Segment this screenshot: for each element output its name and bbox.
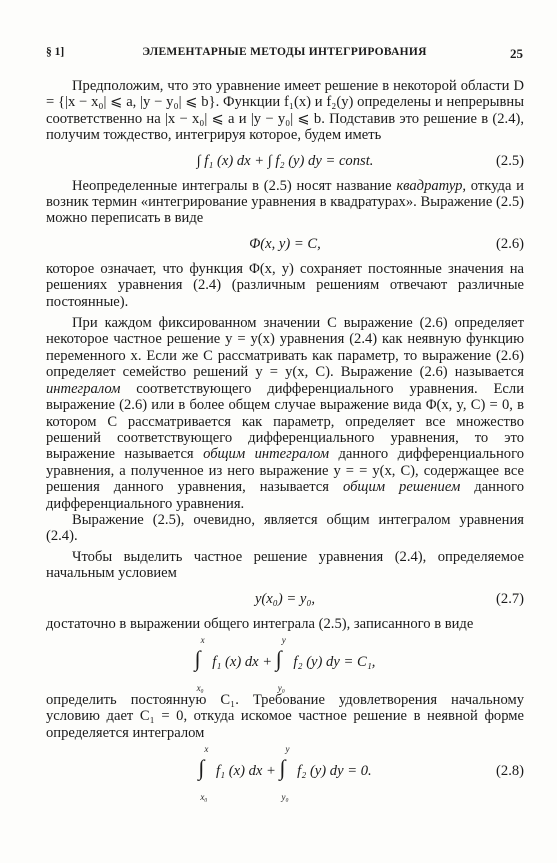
page-body	[46, 78, 524, 801]
equation-2-5-formula: ∫ f₁ (x) dx + ∫ f₂ (y) dy = const.	[196, 152, 374, 169]
equation-2-7-formula: y(x₀) = y₀,	[254, 590, 316, 607]
paragraph-4-text-a: При каждом фиксированном значении C выражение (2.6) определяет некоторое частное решение y = y(x) уравнения (2.4) как неявную функцию переменного x. Если же C рассматривать как параметр, то выражение (2.6) определяет семейство решений y = y(x, C). Выражение (2.6) называется	[46, 315, 524, 381]
equation-2-5	[46, 144, 524, 178]
integral-sign-x-2: ∫ x x₀	[198, 743, 209, 802]
page-number: 25	[510, 46, 523, 61]
equation-2-7-number: (2.7)	[496, 590, 524, 607]
equation-c1-formula: ∫ x x₀ f₁ (x) dx + ∫ y y₀ f₂ (y) dy = C₁,	[194, 634, 376, 693]
term-integral: интегралом	[46, 380, 121, 397]
paragraph-7: достаточно в выражении общего интеграла (2.5), записанного в виде	[46, 615, 474, 632]
paragraph-2	[46, 178, 524, 227]
equation-2-6-number: (2.6)	[496, 235, 524, 252]
equation-2-8	[46, 741, 524, 801]
paragraph-3: которое означает, что функция Φ(x, y) сохраняет постоянные значения на решениях уравнения (2.4) (различным решениям отвечают различные постоянные).	[46, 260, 524, 310]
paragraph-8: определить постоянную C₁. Требование удовлетворения начальному условию дает C₁ = 0, откуда искомое частное решение в неявной форме определяется интегралом	[46, 691, 524, 741]
paragraph-1: Предположим, что это уравнение имеет решение в некоторой области D = {|x − x₀| ⩽ a, |y − y₀| ⩽ b}. Функции f₁(x) и f₂(y) определены и непрерывны соответственно на |x − x₀| ⩽ a и |y − y₀| ⩽ b. Подставив это решение в (2.4), получим тождество, интегрируя которое, будем иметь	[46, 78, 524, 144]
equation-2-8-formula: ∫ x x₀ f₁ (x) dx + ∫ y y₀ f₂ (y) dy = 0.	[198, 743, 372, 802]
equation-2-8-number: (2.8)	[496, 763, 524, 780]
term-general-integral: общим интегралом	[203, 446, 330, 463]
integral-sign-x: ∫ x x₀	[194, 634, 205, 693]
paragraph-2-text-a: Неопределенные интегралы в (2.5) носят название	[72, 177, 397, 194]
equation-2-5-number: (2.5)	[496, 152, 524, 169]
term-general-solution: общим решением	[342, 479, 461, 496]
paragraph-5: Выражение (2.5), очевидно, является общим интегралом уравнения (2.4).	[46, 511, 524, 545]
paragraph-6: Чтобы выделить частное решение уравнения (2.4), определяемое начальным условием	[46, 548, 524, 582]
equation-c1	[46, 632, 524, 692]
running-header	[46, 46, 523, 64]
paragraph-4-text-b: соответствующего дифференциального уравнения. Если выражение (2.6) или в более общем случае выражение вида Φ(x, y, C) = 0, в котором C рассматривается как параметр, определяет все множество решений соответствующего дифференциального уравнения, то это выражение называется	[46, 380, 524, 463]
section-mark: § 1]	[46, 46, 65, 58]
equation-2-7	[46, 582, 524, 616]
paragraph-4-text-d: данного дифференциального уравнения.	[46, 479, 525, 512]
integral-sign-y: ∫ y y₀	[275, 634, 286, 693]
integral-sign-y-2: ∫ y y₀	[279, 743, 290, 802]
paragraph-4	[46, 315, 524, 512]
chapter-title: ЭЛЕМЕНТАРНЫЕ МЕТОДЫ ИНТЕГРИРОВАНИЯ	[142, 46, 427, 58]
paragraph-2-text-b: откуда и возник термин «интегрирование уравнения в квадратурах». Выражение (2.5) можно переписать в виде	[46, 177, 524, 227]
paragraph-4-text-c: данного дифференциального уравнения, а полученное из него выражение y = = y(x, C), содержащее все решения данного уравнения, называется	[46, 446, 524, 496]
equation-2-6	[46, 227, 524, 261]
term-kvadratury: квадратур,	[396, 177, 467, 194]
equation-2-6-formula: Φ(x, y) = C,	[249, 235, 321, 252]
